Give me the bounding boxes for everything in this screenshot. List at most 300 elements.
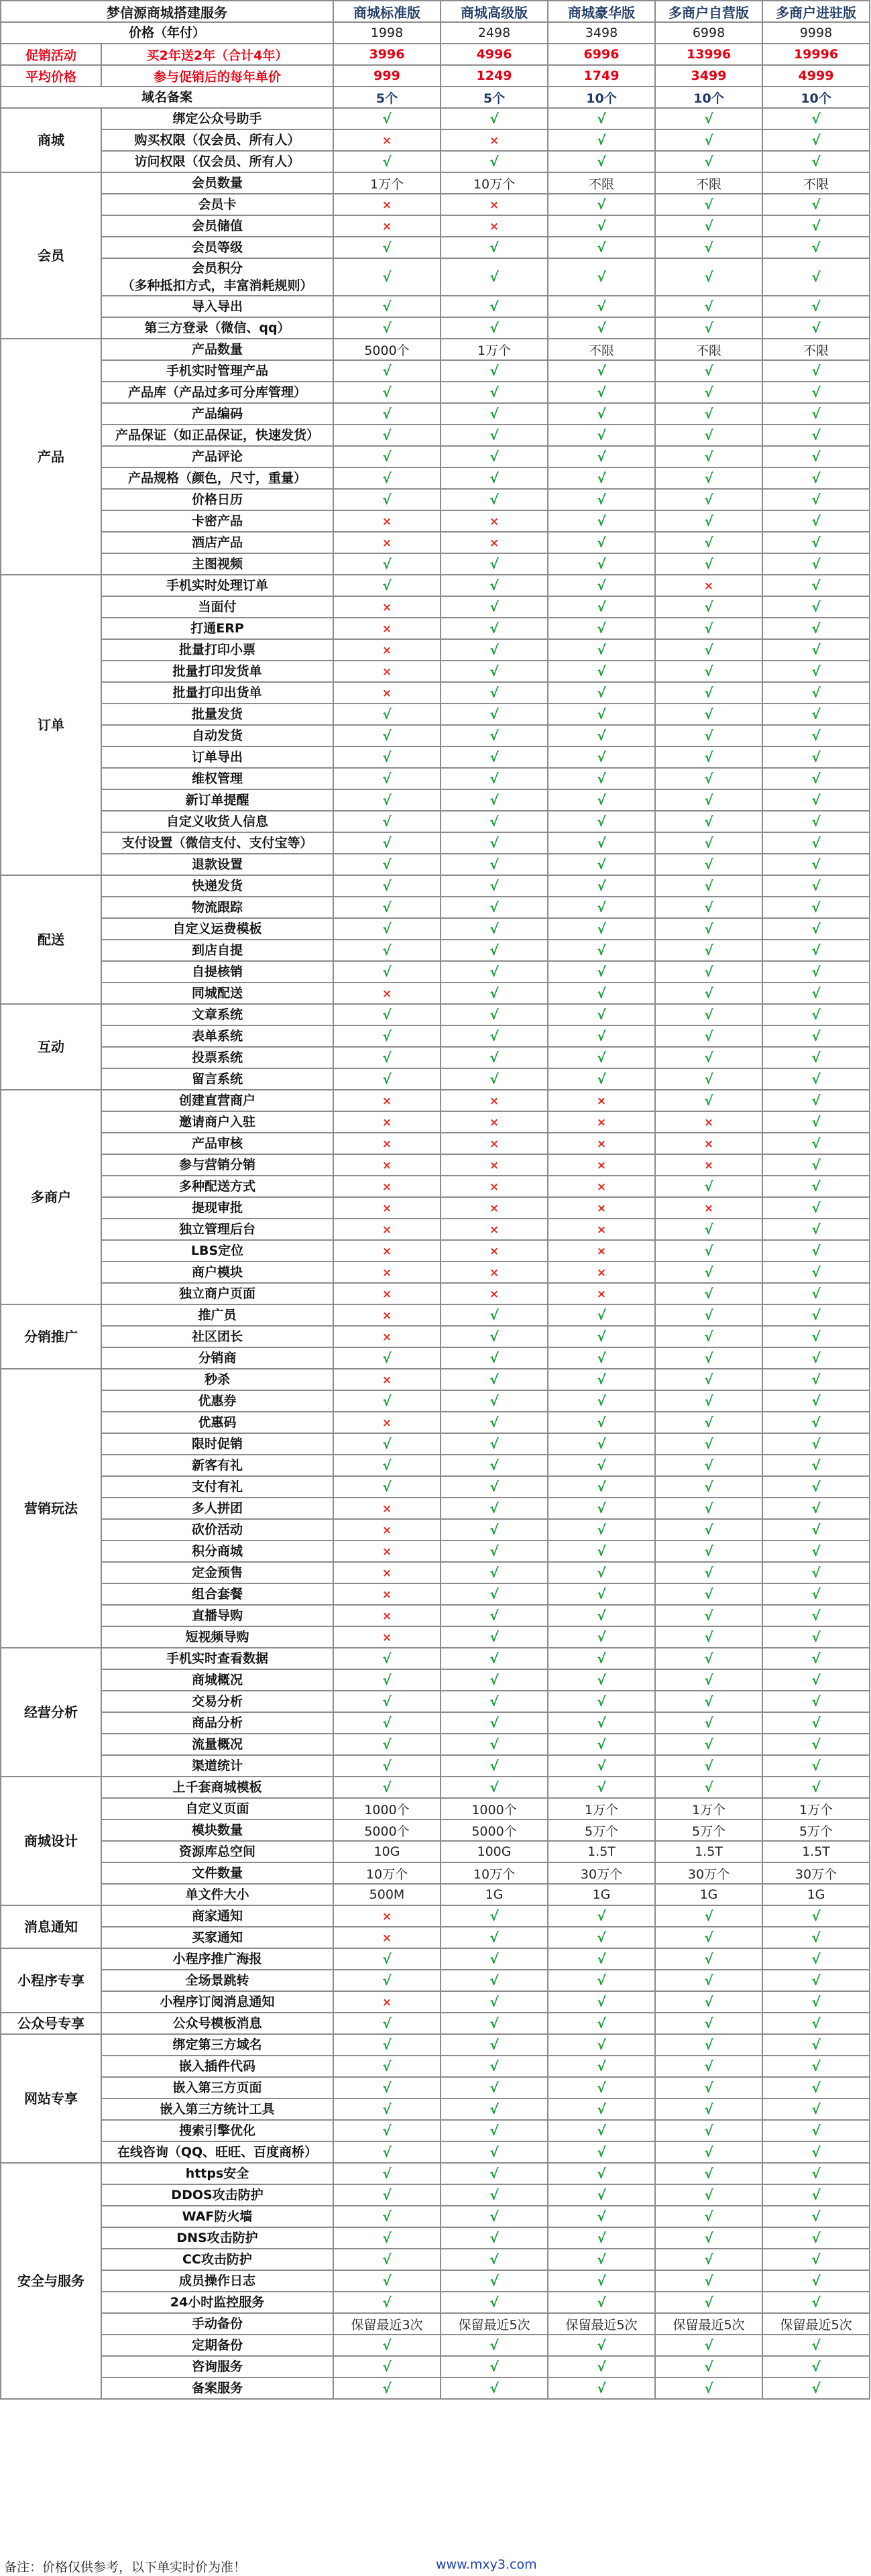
check-icon: √ bbox=[704, 1951, 713, 1967]
feature-value bbox=[548, 1090, 655, 1111]
check-icon: √ bbox=[597, 2123, 606, 2139]
check-icon: √ bbox=[489, 663, 499, 679]
feature-row bbox=[1, 2270, 870, 2292]
feature-value: 5万个 bbox=[548, 1819, 655, 1841]
check-icon: √ bbox=[811, 154, 821, 170]
feature-label: 自定义运费模板 bbox=[101, 918, 333, 940]
check-icon: √ bbox=[382, 2123, 392, 2139]
feature-value bbox=[548, 2335, 655, 2356]
feature-label: 卡密产品 bbox=[101, 510, 333, 532]
feature-value bbox=[441, 403, 548, 425]
feature-value bbox=[441, 1927, 548, 1948]
feature-value bbox=[762, 1905, 870, 1927]
feature-row bbox=[1, 317, 870, 339]
check-icon: √ bbox=[597, 513, 606, 529]
check-icon: √ bbox=[597, 663, 606, 679]
feature-row bbox=[1, 661, 870, 682]
feature-value bbox=[548, 1347, 655, 1369]
check-icon: √ bbox=[811, 269, 821, 285]
check-icon: √ bbox=[489, 1608, 499, 1624]
feature-value bbox=[762, 1047, 870, 1068]
feature-value bbox=[655, 296, 762, 317]
feature-label: 直播导购 bbox=[101, 1605, 333, 1626]
cross-icon: × bbox=[382, 134, 392, 148]
feature-value bbox=[655, 1347, 762, 1369]
check-icon: √ bbox=[704, 1479, 713, 1495]
feature-value bbox=[333, 489, 441, 510]
check-icon: √ bbox=[811, 878, 821, 894]
feature-value bbox=[762, 360, 870, 382]
check-icon: √ bbox=[597, 470, 606, 486]
check-icon: √ bbox=[597, 2058, 606, 2074]
check-icon: √ bbox=[597, 1736, 606, 1752]
price-value: 10个 bbox=[762, 87, 870, 108]
price-row bbox=[1, 65, 870, 87]
section-category: 配送 bbox=[1, 875, 101, 1004]
check-icon: √ bbox=[811, 2187, 821, 2203]
check-icon: √ bbox=[382, 320, 392, 336]
cross-icon: × bbox=[382, 1116, 392, 1129]
check-icon: √ bbox=[704, 620, 713, 636]
cross-icon: × bbox=[382, 220, 392, 233]
check-icon: √ bbox=[704, 985, 713, 1001]
check-icon: √ bbox=[382, 771, 392, 787]
feature-value bbox=[762, 1970, 870, 1991]
feature-value bbox=[333, 2120, 441, 2141]
check-icon: √ bbox=[489, 2337, 499, 2353]
check-icon: √ bbox=[597, 2144, 606, 2160]
check-icon: √ bbox=[489, 2187, 499, 2203]
check-icon: √ bbox=[597, 2294, 606, 2310]
feature-value bbox=[762, 1412, 870, 1433]
feature-row bbox=[1, 215, 870, 237]
feature-value bbox=[548, 489, 655, 510]
check-icon: √ bbox=[489, 2359, 499, 2375]
feature-value: 10万个 bbox=[441, 172, 548, 194]
feature-value bbox=[333, 1905, 441, 1927]
feature-value bbox=[762, 1562, 870, 1583]
check-icon: √ bbox=[811, 2359, 821, 2375]
feature-value bbox=[548, 1068, 655, 1090]
check-icon: √ bbox=[382, 2144, 392, 2160]
feature-row bbox=[1, 1219, 870, 1240]
check-icon: √ bbox=[382, 1050, 392, 1066]
feature-value bbox=[762, 983, 870, 1004]
check-icon: √ bbox=[489, 706, 499, 722]
check-icon: √ bbox=[704, 2230, 713, 2246]
section-category: 产品 bbox=[1, 339, 101, 575]
check-icon: √ bbox=[489, 1929, 499, 1946]
price-value: 1249 bbox=[441, 65, 548, 87]
feature-value bbox=[762, 1068, 870, 1090]
feature-value bbox=[441, 897, 548, 918]
check-icon: √ bbox=[811, 2208, 821, 2225]
feature-label: 产品保证（如正品保证，快速发货） bbox=[101, 425, 333, 446]
feature-value bbox=[333, 1605, 441, 1626]
feature-value bbox=[548, 1562, 655, 1583]
feature-value bbox=[333, 2034, 441, 2056]
cross-icon: × bbox=[489, 1223, 500, 1237]
feature-value: 1.5T bbox=[548, 1841, 655, 1862]
feature-value bbox=[762, 1111, 870, 1133]
feature-value bbox=[441, 108, 548, 129]
check-icon: √ bbox=[704, 1779, 713, 1795]
feature-value: 10万个 bbox=[333, 1862, 441, 1884]
feature-value bbox=[548, 1455, 655, 1476]
check-icon: √ bbox=[382, 1350, 392, 1366]
feature-row bbox=[1, 746, 870, 768]
check-icon: √ bbox=[382, 556, 392, 572]
feature-value bbox=[762, 1712, 870, 1734]
feature-value bbox=[441, 258, 548, 296]
check-icon: √ bbox=[811, 814, 821, 830]
feature-value bbox=[762, 639, 870, 661]
feature-value bbox=[441, 425, 548, 446]
feature-value bbox=[441, 1133, 548, 1154]
feature-value bbox=[548, 2013, 655, 2034]
check-icon: √ bbox=[704, 1393, 713, 1409]
check-icon: √ bbox=[811, 1715, 821, 1731]
feature-label: 嵌入第三方统计工具 bbox=[101, 2098, 333, 2120]
check-icon: √ bbox=[489, 2015, 499, 2031]
check-icon: √ bbox=[597, 2230, 606, 2246]
feature-row bbox=[1, 2313, 870, 2335]
feature-row bbox=[1, 1970, 870, 1991]
feature-row bbox=[1, 1691, 870, 1712]
feature-label: WAF防火墙 bbox=[101, 2206, 333, 2227]
feature-value bbox=[441, 1541, 548, 1562]
check-icon: √ bbox=[489, 111, 499, 127]
check-icon: √ bbox=[382, 2166, 392, 2182]
feature-value bbox=[655, 596, 762, 618]
feature-value bbox=[762, 768, 870, 789]
feature-label: 购买权限（仅会员、所有人） bbox=[101, 129, 333, 151]
feature-label: 社区团长 bbox=[101, 1326, 333, 1347]
feature-value bbox=[441, 1197, 548, 1219]
feature-row bbox=[1, 940, 870, 961]
check-icon: √ bbox=[489, 449, 499, 465]
check-icon: √ bbox=[597, 298, 606, 315]
check-icon: √ bbox=[811, 1286, 821, 1302]
check-icon: √ bbox=[811, 2251, 821, 2267]
feature-value bbox=[441, 1262, 548, 1283]
feature-row bbox=[1, 618, 870, 639]
feature-label: 投票系统 bbox=[101, 1047, 333, 1068]
check-icon: √ bbox=[597, 1028, 606, 1044]
check-icon: √ bbox=[382, 1758, 392, 1774]
check-icon: √ bbox=[489, 2380, 499, 2396]
check-icon: √ bbox=[704, 1608, 713, 1624]
feature-value bbox=[655, 237, 762, 258]
check-icon: √ bbox=[489, 814, 499, 830]
check-icon: √ bbox=[704, 2380, 713, 2396]
feature-row bbox=[1, 1326, 870, 1347]
feature-value: 不限 bbox=[655, 172, 762, 194]
check-icon: √ bbox=[382, 921, 392, 937]
feature-value bbox=[441, 1991, 548, 2013]
cross-icon: × bbox=[596, 1223, 607, 1237]
feature-value: 10G bbox=[333, 1841, 441, 1862]
feature-value bbox=[762, 2335, 870, 2356]
check-icon: √ bbox=[811, 1565, 821, 1581]
section-category: 会员 bbox=[1, 172, 101, 339]
check-icon: √ bbox=[597, 556, 606, 572]
cross-icon: × bbox=[489, 1245, 500, 1258]
feature-value bbox=[762, 1347, 870, 1369]
feature-value bbox=[441, 1090, 548, 1111]
check-icon: √ bbox=[597, 1350, 606, 1366]
check-icon: √ bbox=[597, 492, 606, 508]
feature-label: 单文件大小 bbox=[101, 1884, 333, 1905]
check-icon: √ bbox=[811, 2273, 821, 2289]
check-icon: √ bbox=[597, 1007, 606, 1023]
check-icon: √ bbox=[811, 599, 821, 615]
feature-value bbox=[333, 403, 441, 425]
feature-value bbox=[655, 875, 762, 897]
check-icon: √ bbox=[811, 706, 821, 722]
feature-value bbox=[762, 746, 870, 768]
check-icon: √ bbox=[811, 384, 821, 400]
check-icon: √ bbox=[811, 792, 821, 808]
feature-value bbox=[762, 1390, 870, 1412]
feature-value bbox=[333, 1691, 441, 1712]
check-icon: √ bbox=[597, 1650, 606, 1667]
feature-row bbox=[1, 1412, 870, 1433]
check-icon: √ bbox=[489, 427, 499, 443]
price-row-category: 促销活动 bbox=[1, 44, 101, 65]
feature-value bbox=[548, 1648, 655, 1669]
check-icon: √ bbox=[382, 2037, 392, 2053]
feature-label: 邀请商户入驻 bbox=[101, 1111, 333, 1133]
check-icon: √ bbox=[382, 964, 392, 980]
check-icon: √ bbox=[382, 1457, 392, 1473]
feature-label: 嵌入插件代码 bbox=[101, 2056, 333, 2077]
check-icon: √ bbox=[704, 556, 713, 572]
check-icon: √ bbox=[489, 1650, 499, 1667]
check-icon: √ bbox=[597, 535, 606, 551]
feature-value bbox=[548, 215, 655, 237]
check-icon: √ bbox=[704, 2294, 713, 2310]
check-icon: √ bbox=[597, 2337, 606, 2353]
check-icon: √ bbox=[811, 2058, 821, 2074]
feature-value bbox=[762, 1648, 870, 1669]
check-icon: √ bbox=[489, 1071, 499, 1087]
feature-value bbox=[441, 1176, 548, 1197]
feature-label: 优惠码 bbox=[101, 1412, 333, 1433]
check-icon: √ bbox=[382, 1071, 392, 1087]
check-icon: √ bbox=[811, 1436, 821, 1452]
feature-value bbox=[548, 425, 655, 446]
check-icon: √ bbox=[382, 577, 392, 594]
feature-value bbox=[333, 725, 441, 746]
price-value: 999 bbox=[333, 65, 441, 87]
check-icon: √ bbox=[597, 1715, 606, 1731]
feature-value bbox=[548, 1519, 655, 1541]
check-icon: √ bbox=[597, 1972, 606, 1989]
feature-value bbox=[441, 1734, 548, 1755]
feature-row bbox=[1, 1819, 870, 1841]
section-category: 经营分析 bbox=[1, 1648, 101, 1777]
feature-value: 1G bbox=[655, 1884, 762, 1905]
check-icon: √ bbox=[382, 749, 392, 765]
feature-value bbox=[762, 467, 870, 489]
check-icon: √ bbox=[489, 1693, 499, 1710]
feature-row bbox=[1, 339, 870, 360]
feature-row bbox=[1, 1369, 870, 1390]
check-icon: √ bbox=[489, 239, 499, 256]
check-icon: √ bbox=[811, 1307, 821, 1323]
cross-icon: × bbox=[382, 622, 392, 636]
check-icon: √ bbox=[704, 1414, 713, 1431]
check-icon: √ bbox=[597, 706, 606, 722]
price-value: 19996 bbox=[762, 44, 870, 65]
feature-value bbox=[762, 596, 870, 618]
feature-value bbox=[655, 1304, 762, 1326]
feature-row bbox=[1, 1111, 870, 1133]
check-icon: √ bbox=[382, 2101, 392, 2117]
feature-value bbox=[655, 2120, 762, 2141]
check-icon: √ bbox=[811, 1543, 821, 1559]
version-header: 多商户进驻版 bbox=[762, 1, 870, 22]
check-icon: √ bbox=[489, 154, 499, 170]
feature-value bbox=[333, 1240, 441, 1262]
check-icon: √ bbox=[382, 1779, 392, 1795]
feature-value bbox=[441, 2292, 548, 2313]
check-icon: √ bbox=[704, 2251, 713, 2267]
feature-label: CC攻击防护 bbox=[101, 2249, 333, 2270]
feature-value bbox=[333, 983, 441, 1004]
feature-value bbox=[333, 1412, 441, 1433]
check-icon: √ bbox=[811, 1908, 821, 1924]
feature-label: 新客有礼 bbox=[101, 1455, 333, 1476]
feature-value bbox=[655, 1948, 762, 1970]
feature-value bbox=[548, 1025, 655, 1047]
feature-label: 新订单提醒 bbox=[101, 789, 333, 811]
check-icon: √ bbox=[597, 620, 606, 636]
check-icon: √ bbox=[489, 792, 499, 808]
feature-value bbox=[655, 704, 762, 725]
feature-value bbox=[762, 1476, 870, 1498]
feature-value bbox=[762, 258, 870, 296]
feature-value: 1万个 bbox=[333, 172, 441, 194]
feature-row bbox=[1, 704, 870, 725]
feature-value: 1万个 bbox=[655, 1798, 762, 1819]
feature-value bbox=[548, 403, 655, 425]
check-icon: √ bbox=[704, 2166, 713, 2182]
check-icon: √ bbox=[489, 556, 499, 572]
check-icon: √ bbox=[597, 269, 606, 285]
feature-row bbox=[1, 1519, 870, 1541]
check-icon: √ bbox=[597, 1071, 606, 1087]
check-icon: √ bbox=[489, 406, 499, 422]
feature-value bbox=[548, 1777, 655, 1798]
feature-row bbox=[1, 2377, 870, 2399]
feature-value bbox=[762, 2013, 870, 2034]
feature-label: 主图视频 bbox=[101, 553, 333, 575]
check-icon: √ bbox=[489, 1908, 499, 1924]
feature-value bbox=[762, 832, 870, 854]
check-icon: √ bbox=[811, 2144, 821, 2160]
feature-value bbox=[441, 1369, 548, 1390]
feature-row bbox=[1, 403, 870, 425]
check-icon: √ bbox=[382, 154, 392, 170]
feature-value bbox=[333, 1433, 441, 1455]
check-icon: √ bbox=[704, 942, 713, 958]
feature-value bbox=[548, 961, 655, 983]
feature-value bbox=[441, 2184, 548, 2206]
feature-value bbox=[762, 2163, 870, 2184]
feature-row bbox=[1, 2034, 870, 2056]
feature-label: 优惠券 bbox=[101, 1390, 333, 1412]
check-icon: √ bbox=[811, 556, 821, 572]
feature-value bbox=[441, 1712, 548, 1734]
price-value: 9998 bbox=[762, 22, 870, 44]
feature-value bbox=[548, 704, 655, 725]
feature-label: 多人拼团 bbox=[101, 1498, 333, 1519]
feature-value bbox=[762, 382, 870, 403]
check-icon: √ bbox=[597, 728, 606, 744]
check-icon: √ bbox=[489, 1371, 499, 1388]
check-icon: √ bbox=[489, 1758, 499, 1774]
feature-row bbox=[1, 237, 870, 258]
feature-value bbox=[333, 2270, 441, 2292]
cross-icon: × bbox=[382, 1137, 392, 1151]
feature-value bbox=[441, 1648, 548, 1669]
check-icon: √ bbox=[811, 985, 821, 1001]
cross-icon: × bbox=[382, 644, 392, 657]
feature-value bbox=[548, 129, 655, 151]
check-icon: √ bbox=[811, 2166, 821, 2182]
check-icon: √ bbox=[489, 2101, 499, 2117]
feature-value bbox=[441, 1626, 548, 1648]
feature-value bbox=[333, 1326, 441, 1347]
feature-value bbox=[333, 832, 441, 854]
check-icon: √ bbox=[811, 470, 821, 486]
check-icon: √ bbox=[597, 1371, 606, 1388]
feature-row bbox=[1, 682, 870, 704]
feature-value: 保留最近5次 bbox=[655, 2313, 762, 2335]
cross-icon: × bbox=[489, 1137, 500, 1151]
check-icon: √ bbox=[489, 1715, 499, 1731]
feature-value: 1000个 bbox=[333, 1798, 441, 1819]
check-icon: √ bbox=[489, 1479, 499, 1495]
feature-value bbox=[762, 2270, 870, 2292]
check-icon: √ bbox=[382, 1650, 392, 1667]
cross-icon: × bbox=[382, 1095, 392, 1108]
feature-label: 参与营销分销 bbox=[101, 1154, 333, 1176]
feature-value bbox=[441, 746, 548, 768]
check-icon: √ bbox=[811, 1371, 821, 1388]
feature-value bbox=[333, 2056, 441, 2077]
feature-value bbox=[333, 553, 441, 575]
check-icon: √ bbox=[704, 1221, 713, 1237]
feature-value: 5000个 bbox=[333, 339, 441, 360]
feature-label: 砍价活动 bbox=[101, 1519, 333, 1541]
feature-value bbox=[655, 215, 762, 237]
feature-value bbox=[655, 2184, 762, 2206]
footer-website-link[interactable]: www.mxy3.com bbox=[436, 2557, 537, 2572]
feature-label: 留言系统 bbox=[101, 1068, 333, 1090]
feature-value bbox=[333, 2141, 441, 2163]
feature-value: 5万个 bbox=[655, 1819, 762, 1841]
page-title: 梦信源商城搭建服务 bbox=[1, 1, 333, 22]
feature-label: 限时促销 bbox=[101, 1433, 333, 1455]
feature-value bbox=[762, 1777, 870, 1798]
cross-icon: × bbox=[382, 537, 392, 550]
feature-row bbox=[1, 1669, 870, 1691]
check-icon: √ bbox=[811, 1929, 821, 1946]
cross-icon: × bbox=[596, 1266, 607, 1280]
